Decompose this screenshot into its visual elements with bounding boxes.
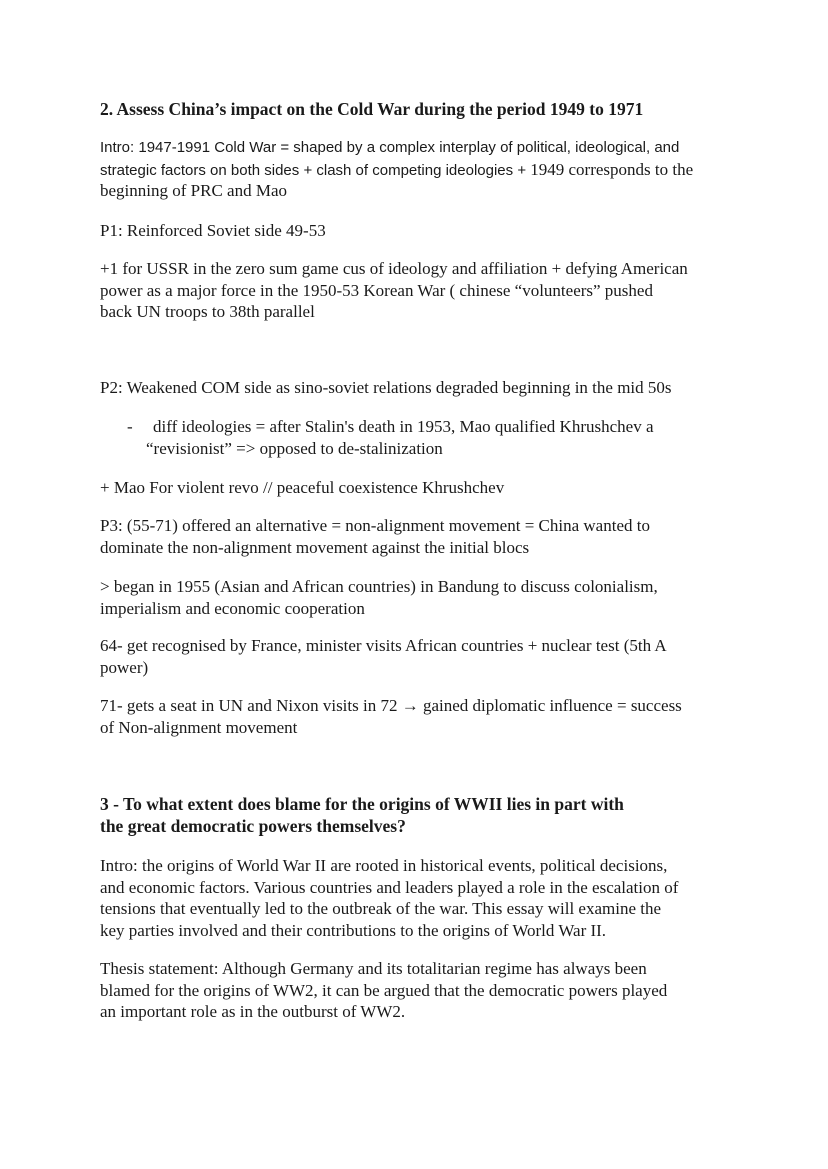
p3 xyxy=(100,515,650,558)
line: power) xyxy=(100,657,149,677)
line: back UN troops to 38th parallel xyxy=(100,302,315,322)
intro-serif-part: 1949 corresponds to the xyxy=(530,159,694,179)
p1-detail xyxy=(100,258,688,323)
p3-1964 xyxy=(100,635,667,678)
p2-extra xyxy=(100,477,504,499)
line: tensions that eventually led to the outbreak of the war. This essay will examine the xyxy=(100,899,662,919)
q2-intro xyxy=(100,137,693,202)
p2-line: P2: Weakened COM side as sino-soviet relations degraded beginning in the mid 50s xyxy=(100,378,672,397)
line: dominate the non-alignment movement against the initial blocs xyxy=(100,537,530,557)
line: > began in 1955 (Asian and African countries) in Bandung to discuss colonialism, xyxy=(100,577,658,596)
dash: - xyxy=(127,417,133,436)
heading-line: the great democratic powers themselves? xyxy=(100,815,406,836)
line: + Mao For violent revo // peaceful coexistence Khrushchev xyxy=(100,478,505,497)
line: Intro: the origins of World War II are rooted in historical events, political decisions, xyxy=(100,856,668,875)
heading-line: 3 - To what extent does blame for the origins of WWII lies in part with xyxy=(100,794,624,814)
p1-line: P1: Reinforced Soviet side 49-53 xyxy=(100,221,326,240)
line: an important role as in the outburst of WW2. xyxy=(100,1002,406,1022)
line: power as a major force in the 1950-53 Korean War ( chinese “volunteers” pushed xyxy=(100,280,653,300)
line: P3: (55-71) offered an alternative = non-alignment movement = China wanted to xyxy=(100,516,650,535)
intro-line: beginning of PRC and Mao xyxy=(100,181,287,201)
line: of Non-alignment movement xyxy=(100,717,298,737)
intro-line: Intro: 1947-1991 Cold War = shaped by a complex interplay of political, ideological, and xyxy=(100,139,680,156)
line: +1 for USSR in the zero sum game cus of ideology and affiliation + defying American xyxy=(100,259,688,278)
line: 71- gets a seat in UN and Nixon visits in 72 → gained diplomatic influence = success xyxy=(100,696,682,715)
line: 64- get recognised by France, minister visits African countries + nuclear test (5th A xyxy=(100,636,667,655)
p3-bandung xyxy=(100,576,658,619)
p1 xyxy=(100,220,326,242)
q3-thesis xyxy=(100,958,667,1023)
line: blamed for the origins of WW2, it can be argued that the democratic powers played xyxy=(100,980,668,1000)
question-3-heading xyxy=(100,794,624,837)
q3-intro xyxy=(100,855,678,942)
line: imperialism and economic cooperation xyxy=(100,598,365,618)
line: “revisionist” => opposed to de-stalinization xyxy=(146,438,443,458)
bullet-item xyxy=(146,416,654,459)
line: diff ideologies = after Stalin's death in 1953, Mao qualified Khrushchev a xyxy=(153,417,654,436)
p2 xyxy=(100,377,672,399)
question-2-heading xyxy=(100,99,643,121)
line: Thesis statement: Although Germany and its totalitarian regime has always been xyxy=(100,959,647,978)
heading-line: 2. Assess China’s impact on the Cold War during the period 1949 to 1971 xyxy=(100,99,644,119)
line: key parties involved and their contributions to the origins of World War II. xyxy=(100,921,607,941)
p3-1971 xyxy=(100,695,682,738)
bullet-marker xyxy=(127,416,133,438)
line: and economic factors. Various countries and leaders played a role in the escalation of xyxy=(100,877,679,897)
intro-sans-part: strategic factors on both sides + clash of competing ideologies + xyxy=(100,161,531,179)
intro-line xyxy=(100,159,693,181)
